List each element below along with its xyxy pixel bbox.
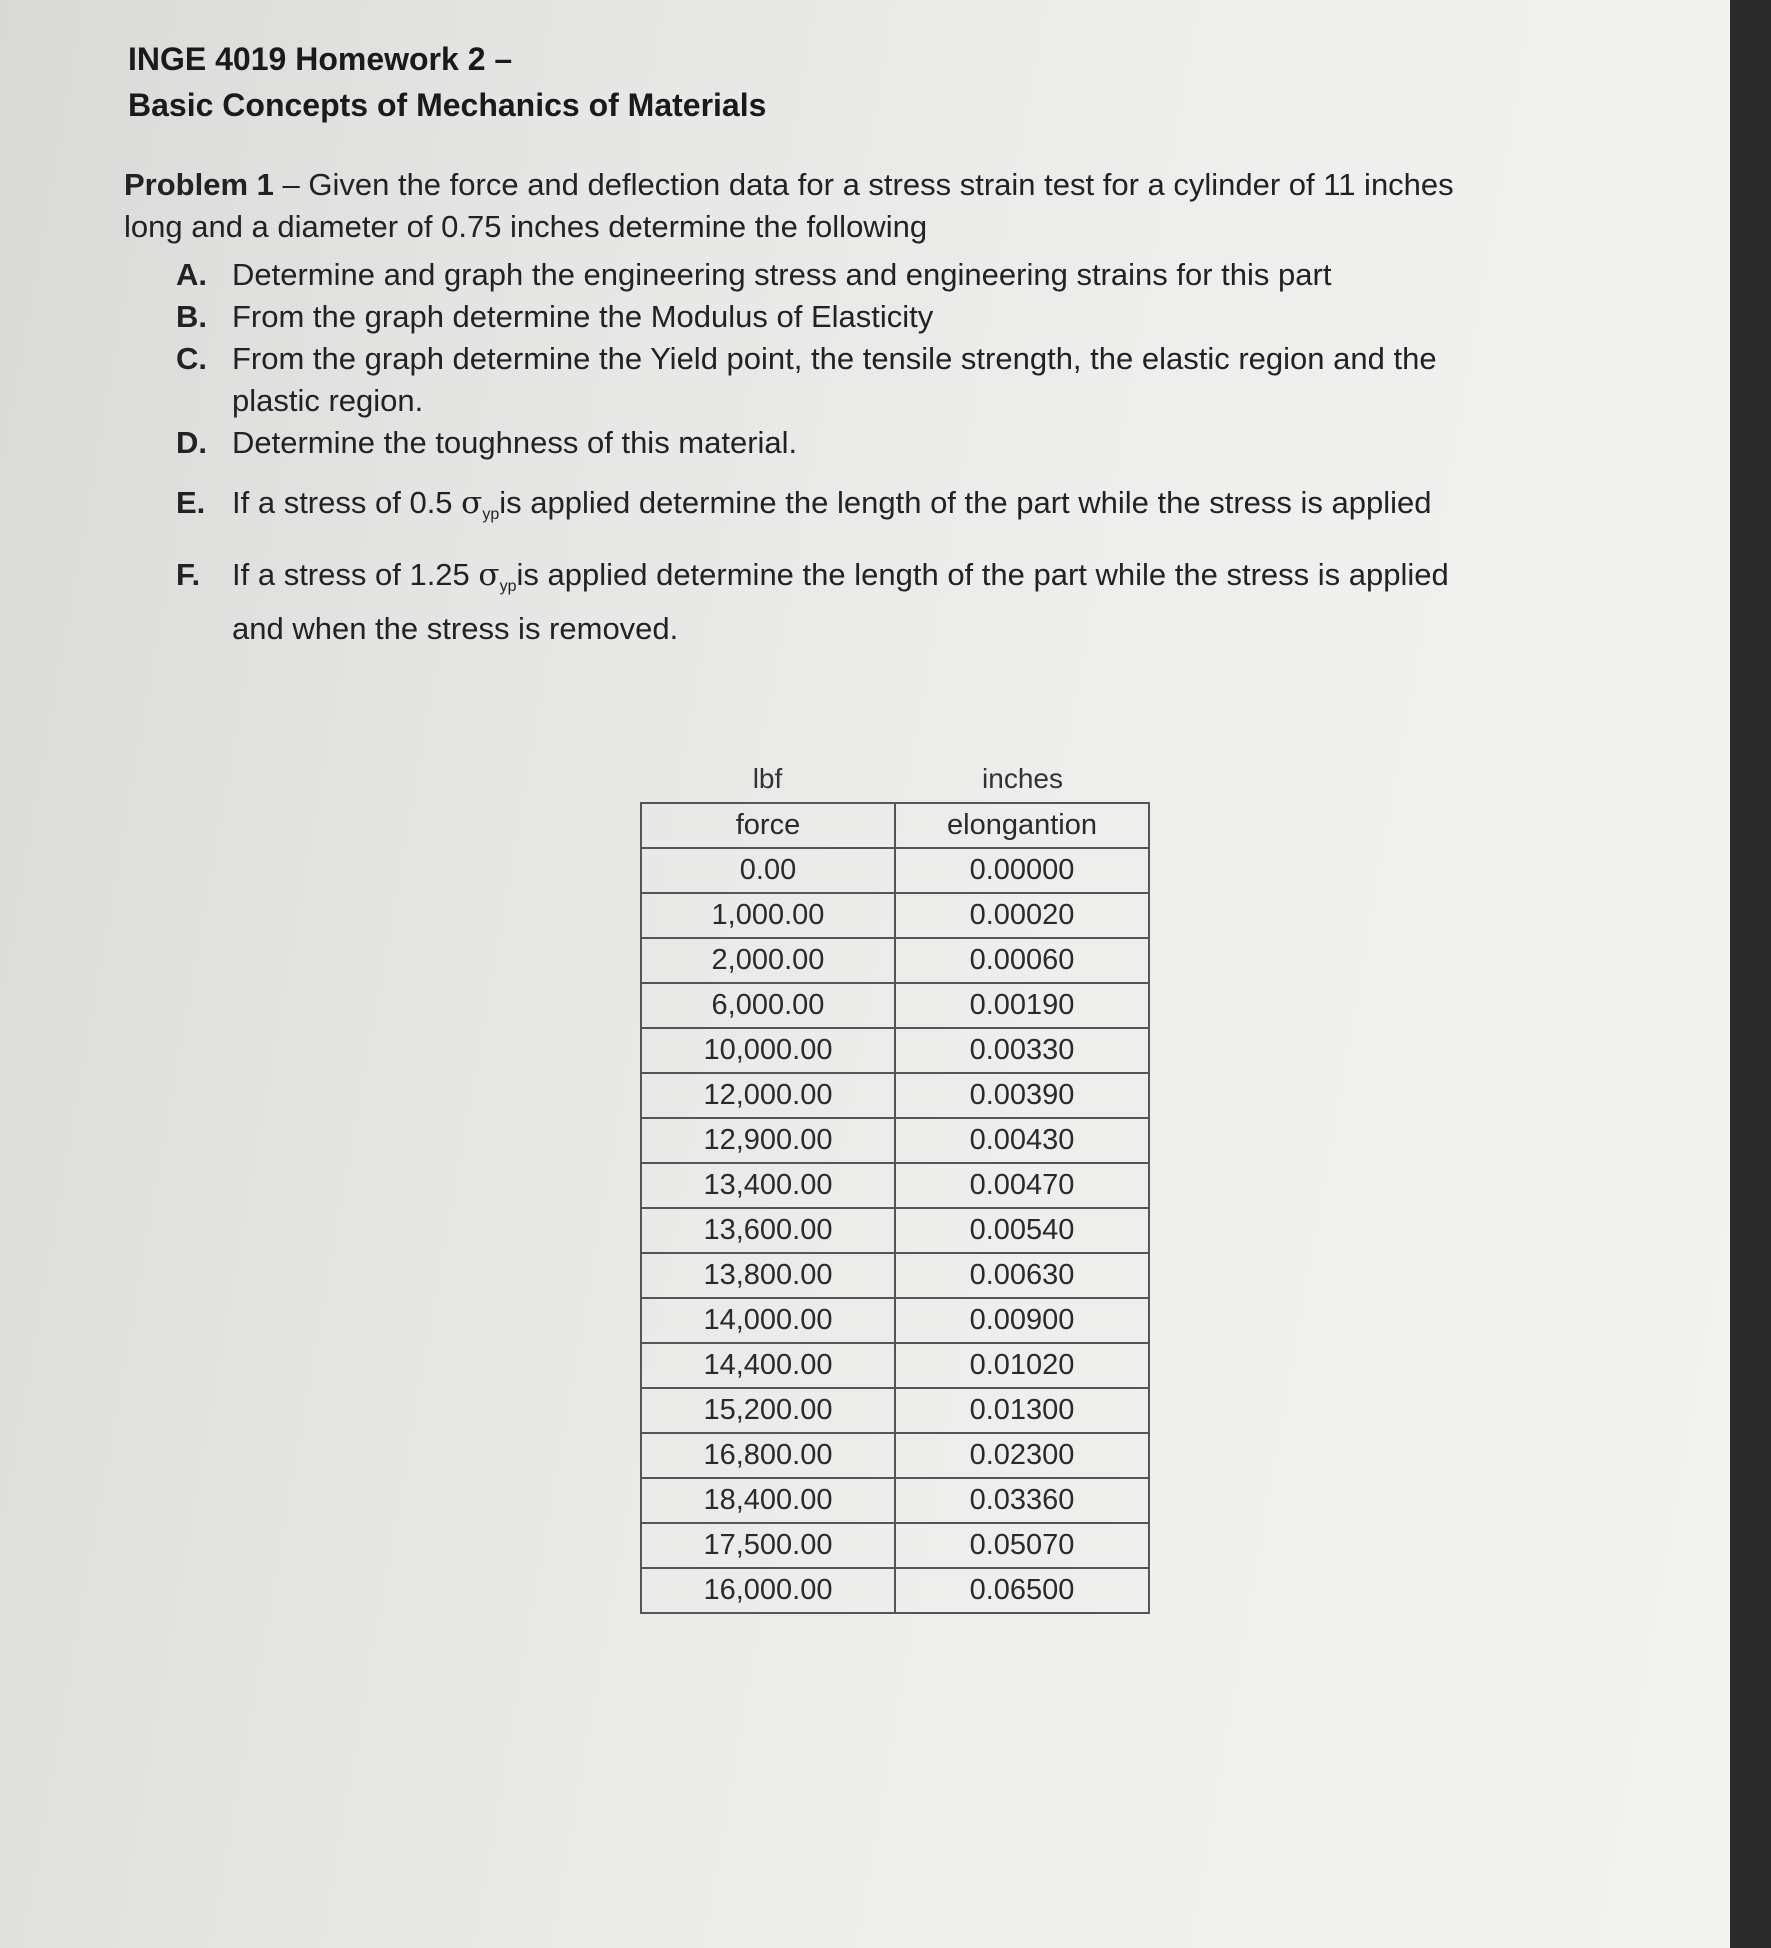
table-row (641, 1118, 1149, 1163)
item-letter: F. (176, 557, 201, 592)
table-header-row (641, 803, 1149, 848)
elongation-cell: 0.00060 (895, 938, 1149, 983)
force-cell: 13,800.00 (641, 1253, 895, 1298)
table-row (641, 848, 1149, 893)
table-row (641, 1073, 1149, 1118)
elongation-cell: 0.00190 (895, 983, 1149, 1028)
table-row (641, 938, 1149, 983)
item-text-post: is applied determine the length of the part while the stress is applied (499, 485, 1432, 520)
elongation-cell: 0.06500 (895, 1568, 1149, 1613)
force-cell: 18,400.00 (641, 1478, 895, 1523)
table-row (641, 1523, 1149, 1568)
problem-1 (124, 164, 1504, 650)
table-row (641, 1163, 1149, 1208)
table-units-row (640, 756, 1150, 802)
table-row (641, 1253, 1149, 1298)
force-cell: 1,000.00 (641, 893, 895, 938)
problem-item-a (124, 254, 1504, 296)
table-row (641, 1478, 1149, 1523)
item-text-pre: If a stress of 0.5 (232, 485, 462, 520)
elongation-cell: 0.00900 (895, 1298, 1149, 1343)
item-text-pre: If a stress of 1.25 (232, 557, 479, 592)
problem-item-d (124, 422, 1504, 464)
force-cell: 10,000.00 (641, 1028, 895, 1073)
data-table (640, 802, 1150, 1614)
homework-subtitle: Basic Concepts of Mechanics of Materials (128, 87, 767, 123)
elongation-cell: 0.00000 (895, 848, 1149, 893)
table-row (641, 1343, 1149, 1388)
table-row (641, 1208, 1149, 1253)
problem-item-c (124, 338, 1504, 422)
problem-intro: – Given the force and deflection data for a stress strain test for a cylinder of 11 inches long and a diameter of 0.75 inches determine the following (124, 167, 1454, 244)
table-row (641, 1568, 1149, 1613)
item-letter: D. (176, 425, 207, 460)
problem-items (124, 254, 1504, 650)
force-cell: 12,900.00 (641, 1118, 895, 1163)
elongation-header: elongantion (895, 803, 1149, 848)
elongation-cell: 0.00390 (895, 1073, 1149, 1118)
force-header: force (641, 803, 895, 848)
homework-title: INGE 4019 Homework 2 – (128, 41, 513, 77)
problem-label: Problem 1 (124, 167, 274, 202)
force-cell: 16,000.00 (641, 1568, 895, 1613)
force-cell: 13,600.00 (641, 1208, 895, 1253)
elongation-cell: 0.05070 (895, 1523, 1149, 1568)
force-cell: 2,000.00 (641, 938, 895, 983)
problem-statement (124, 164, 1504, 248)
item-text-post: is applied determine the length of the part while the stress is applied and when the stress is removed. (232, 557, 1449, 646)
force-cell: 16,800.00 (641, 1433, 895, 1478)
item-letter: B. (176, 299, 207, 334)
force-cell: 14,000.00 (641, 1298, 895, 1343)
elongation-cell: 0.00430 (895, 1118, 1149, 1163)
table-row (641, 983, 1149, 1028)
elongation-cell: 0.00630 (895, 1253, 1149, 1298)
force-unit: lbf (752, 763, 783, 794)
table-row (641, 1388, 1149, 1433)
item-text: From the graph determine the Yield point, the tensile strength, the elastic region and the plastic region. (232, 341, 1437, 418)
force-cell: 0.00 (641, 848, 895, 893)
sigma-symbol: σ (461, 485, 483, 521)
force-elongation-table (640, 756, 1150, 1614)
problem-item-b (124, 296, 1504, 338)
table-row (641, 1433, 1149, 1478)
problem-item-e (124, 482, 1504, 536)
item-letter: E. (176, 485, 206, 520)
force-cell: 14,400.00 (641, 1343, 895, 1388)
elongation-cell: 0.02300 (895, 1433, 1149, 1478)
elongation-cell: 0.00330 (895, 1028, 1149, 1073)
item-text: Determine the toughness of this material. (232, 425, 798, 460)
sigma-subscript: yp (499, 578, 517, 595)
elongation-cell: 0.01300 (895, 1388, 1149, 1433)
table-row (641, 1028, 1149, 1073)
sigma-subscript: yp (482, 506, 500, 523)
table-row (641, 893, 1149, 938)
elongation-cell: 0.03360 (895, 1478, 1149, 1523)
item-letter: A. (176, 257, 207, 292)
elongation-cell: 0.00470 (895, 1163, 1149, 1208)
table-row (641, 1298, 1149, 1343)
item-text: From the graph determine the Modulus of Elasticity (232, 299, 934, 334)
item-text: Determine and graph the engineering stress and engineering strains for this part (232, 257, 1332, 292)
problem-item-f (124, 554, 1504, 650)
force-cell: 15,200.00 (641, 1388, 895, 1433)
item-letter: C. (176, 341, 207, 376)
force-cell: 13,400.00 (641, 1163, 895, 1208)
sigma-symbol: σ (478, 557, 500, 593)
elongation-cell: 0.00020 (895, 893, 1149, 938)
elongation-cell: 0.00540 (895, 1208, 1149, 1253)
force-cell: 6,000.00 (641, 983, 895, 1028)
elongation-unit: inches (982, 763, 1063, 794)
elongation-cell: 0.01020 (895, 1343, 1149, 1388)
force-cell: 12,000.00 (641, 1073, 895, 1118)
document-header (128, 36, 766, 128)
force-cell: 17,500.00 (641, 1523, 895, 1568)
